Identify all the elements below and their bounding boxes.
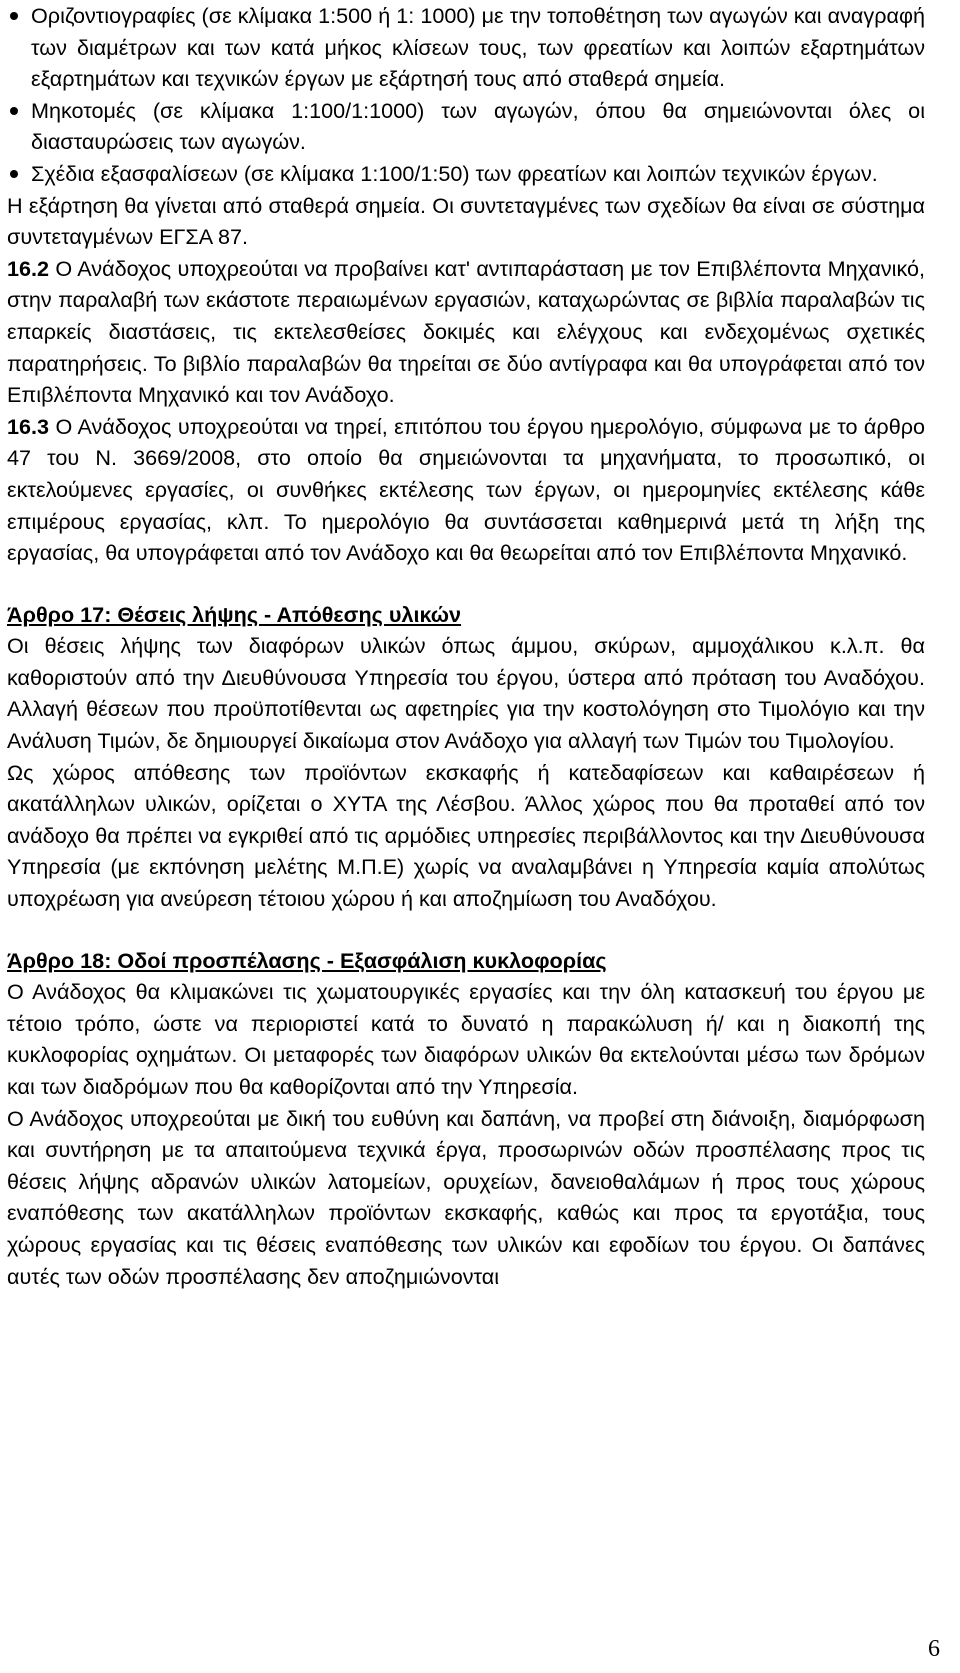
section-number: 16.2 [7, 255, 50, 281]
bullet-item-profiles: Μηκοτομές (σε κλίμακα 1:100/1:1000) των αγωγών, όπου θα σημειώνονται όλες οι διασταυρώσεις των αγωγών. [7, 95, 925, 158]
spacer [7, 569, 925, 599]
bullet-item-plans: Οριζοντιογραφίες (σε κλίμακα 1:500 ή 1: 1000) με την τοποθέτηση των αγωγών και αναγραφή των διαμέτρων και των κατά μήκος κλίσεων τους, των φρεατίων και λοιπών εξαρτημάτων εξαρτημάτων και τεχνικών έργων με εξάρτησή τους από σταθερά σημεία. [7, 0, 925, 95]
article-17-paragraph: Οι θέσεις λήψης των διαφόρων υλικών όπως άμμου, σκύρων, αμμοχάλικου κ.λ.π. θα καθοριστούν από την Διευθύνουσα Υπηρεσία του έργου, ύστερα από πρόταση του Αναδόχου. Αλλαγή θέσεων που προϋποτίθενται ως αφετηρίες για την κοστολόγηση στο Τιμολόγιο και την Ανάλυση Τιμών, δε δημιουργεί δικαίωμα στον Ανάδοχο για αλλαγή των Τιμών του Τιμολογίου. [7, 633, 925, 754]
section-text: Ο Ανάδοχος υποχρεούται να τηρεί, επιτόπου του έργου ημερολόγιο, σύμφωνα με το άρθρο 47 του Ν. 3669/2008, στο οποίο θα σημειώνονται τα μηχανήματα, το προσωπικό, οι εκτελούμενες εργασίες, οι συνθήκες εκτέλεσης των έργων, οι ημερομηνίες εκτέλεσης κάθε επιμέρους εργασίας, κλπ. Το ημερολόγιο θα συντάσσεται καθημερινά μετά τη λήξη της εργασίας, θα υπογράφεται από τον Ανάδοχο και θα θεωρείται από τον Επιβλέποντα Μηχανικό. [7, 413, 925, 566]
document-body [7, 0, 925, 1292]
article-18-paragraph: Ο Ανάδοχος θα κλιμακώνει τις χωματουργικές εργασίες και την όλη κατασκευή του έργου με τέτοιο τρόπο, ώστε να περιοριστεί κατά το δυνατό η παρακώλυση ή/ και η διακοπή της κυκλοφορίας οχημάτων. Οι μεταφορές των διαφόρων υλικών θα εκτελούνται μέσω των δρόμων και των διαδρόμων που θα καθορίζονται από την Υπηρεσία. [7, 979, 925, 1099]
page-number: 6 [928, 1636, 940, 1662]
article-18-paragraph: Ο Ανάδοχος υποχρεούται με δική του ευθύνη και δαπάνη, να προβεί στη διάνοιξη, διαμόρφωση και συντήρηση με τα απαιτούμενα τεχνικά έργα, προσωρινών οδών προσπέλασης προς τις θέσεις λήψης αδρανών υλικών λατομείων, ορυχείων, δανειοθαλάμων ή προς τους χώρους εναπόθεσης των ακατάλληλων προϊόντων εκσκαφής, καθώς και προς τα εργοτάξια, τους χώρους εργασίας και τις θέσεις εναπόθεσης των υλικών και εφοδίων του έργου. Οι δαπάνες αυτές των οδών προσπέλασης δεν αποζημιώνονται [7, 1105, 925, 1289]
paragraph-reference-points: Η εξάρτηση θα γίνεται από σταθερά σημεία. Οι συντεταγμένες των σχεδίων θα είναι σε σύστημα συντεταγμένων ΕΓΣΑ 87. [7, 192, 925, 250]
article-17-heading: Άρθρο 17: Θέσεις λήψης - Απόθεσης υλικών [7, 601, 462, 627]
section-number: 16.3 [7, 413, 50, 439]
section-text: Ο Ανάδοχος υποχρεούται να προβαίνει κατ' αντιπαράσταση με τον Επιβλέποντα Μηχανικό, στην παραλαβή των εκάστοτε περαιωμένων εργασιών, καταχωρώντας σε βιβλία παραλαβών τις επαρκείς διαστάσεις, τις εκτελεσθείσες δοκιμές και ελέγχους και ενδεχομένως σχετικές παρατηρήσεις. Το βιβλίο παραλαβών θα τηρείται σε δύο αντίγραφα και θα υπογράφεται από τον Επιβλέποντα Μηχανικό και τον Ανάδοχο. [7, 255, 925, 408]
article-18-heading: Άρθρο 18: Οδοί προσπέλασης - Εξασφάλιση κυκλοφορίας [7, 947, 607, 973]
bullet-item-safeguard-plans: Σχέδια εξασφαλίσεων (σε κλίμακα 1:100/1:50) των φρεατίων και λοιπών τεχνικών έργων. [7, 158, 925, 190]
section-16-3 [7, 411, 925, 569]
section-16-2 [7, 253, 925, 411]
article-17-paragraph: Ως χώρος απόθεσης των προϊόντων εκσκαφής ή κατεδαφίσεων και καθαιρέσεων ή ακατάλληλων υλικών, ορίζεται ο ΧΥΤΑ της Λέσβου. Άλλος χώρος που θα προταθεί από τον ανάδοχο θα πρέπει να εγκριθεί από τις αρμόδιες υπηρεσίες περιβάλλοντος και την Διευθύνουσα Υπηρεσία (με εκπόνηση μελέτης Μ.Π.Ε) χωρίς να αναλαμβάνει η Υπηρεσία καμία απολύτως υποχρέωση για ανεύρεση τέτοιου χώρου ή και αποζημίωση του Αναδόχου. [7, 759, 925, 912]
spacer [7, 915, 925, 945]
